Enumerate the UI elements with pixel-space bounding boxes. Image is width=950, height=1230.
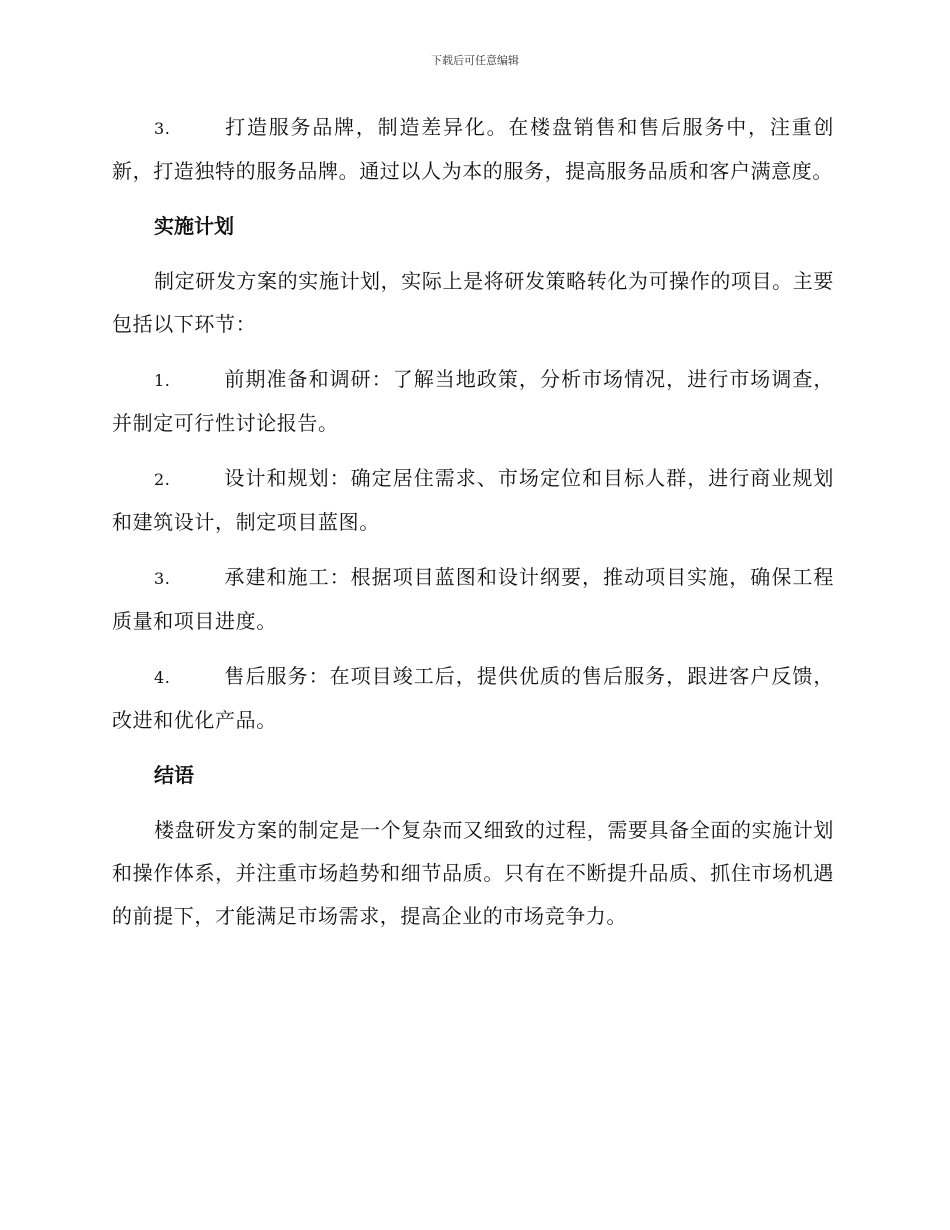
page-header: 下载后可任意编辑 [431, 54, 519, 67]
section-heading-plan: 实施计划 [154, 214, 234, 238]
conclusion-paragraph: 楼盘研发方案的制定是一个复杂而又细致的过程，需要具备全面的实施计划和操作体系，并注重市场趋势和细节品质。只有在不断提升品质、抓住市场机遇的前提下，才能满足市场需求，提高企业的市场竞争力。 [112, 818, 834, 928]
list-item [112, 358, 834, 445]
list-item-text: 前期准备和调研：了解当地政策，分析市场情况，进行市场调查，并制定可行性讨论报告。 [112, 367, 834, 435]
list-item-text: 售后服务：在项目竣工后，提供优质的售后服务，跟进客户反馈，改进和优化产品。 [112, 664, 834, 732]
list-item [112, 457, 834, 544]
list-item-number: 4. [154, 668, 171, 687]
list-item [112, 106, 834, 193]
list-item-text: 设计和规划：确定居住需求、市场定位和目标人群，进行商业规划和建筑设计，制定项目蓝图。 [112, 466, 834, 534]
list-item-number: 3. [154, 119, 171, 138]
section-heading-conclusion: 结语 [154, 763, 194, 787]
plan-intro-paragraph: 制定研发方案的实施计划，实际上是将研发策略转化为可操作的项目。主要包括以下环节： [112, 269, 834, 336]
list-item-number: 2. [154, 470, 171, 489]
list-item [112, 556, 834, 643]
document-body [112, 106, 834, 950]
list-item-number: 3. [154, 569, 171, 588]
list-item-text: 承建和施工：根据项目蓝图和设计纲要，推动项目实施，确保工程质量和项目进度。 [112, 565, 834, 633]
list-item-text: 打造服务品牌，制造差异化。在楼盘销售和售后服务中，注重创新，打造独特的服务品牌。通过以人为本的服务，提高服务品质和客户满意度。 [112, 115, 834, 183]
list-item [112, 655, 834, 742]
list-item-number: 1. [154, 371, 171, 390]
